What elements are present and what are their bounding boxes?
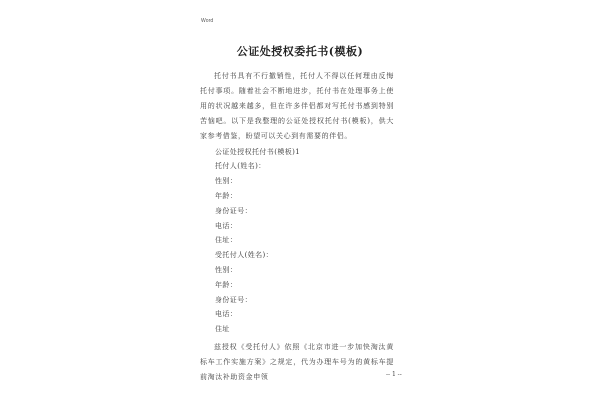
field-principal-name: 托付人(姓名)： <box>215 162 266 170</box>
field-principal-age: 年龄： <box>215 192 238 200</box>
field-agent-address: 住址 <box>215 325 230 333</box>
authorization-paragraph: 兹授权《受托付人》依照《北京市进一步加快淘汰黄标车工作实施方案》之规定，代为办理车号为的黄标车提前淘汰补助资金申领 <box>200 343 394 381</box>
field-principal-phone: 电话： <box>215 222 238 230</box>
document-title: 公证处授权委托书(模板) <box>236 45 364 58</box>
app-tag: Word <box>201 18 214 24</box>
intro-paragraph: 托付书具有不行撤销性，托付人不得以任何理由反悔托付事项。随着社会不断地进步，托付书在处理事务上使用的状况越来越多，但在许多伴侣都对写托付书感到特别苦恼吧。以下是我整理的公证处授权托付书(模板)，供大家参考借鉴，盼望可以关心到有需要的伴侣。 <box>200 72 394 140</box>
field-principal-gender: 性别： <box>215 177 238 185</box>
field-agent-name: 受托付人(姓名)： <box>215 251 274 259</box>
field-agent-id-number: 身份证号： <box>215 296 252 304</box>
field-agent-gender: 性别： <box>215 266 238 274</box>
page-number: -- 1 -- <box>386 371 402 378</box>
section-heading: 公证处授权托付书(模板)1 <box>215 148 301 156</box>
field-principal-id-number: 身份证号： <box>215 207 252 215</box>
field-principal-address: 住址： <box>215 236 238 244</box>
field-agent-phone: 电话： <box>215 310 238 318</box>
field-agent-age: 年龄： <box>215 281 238 289</box>
